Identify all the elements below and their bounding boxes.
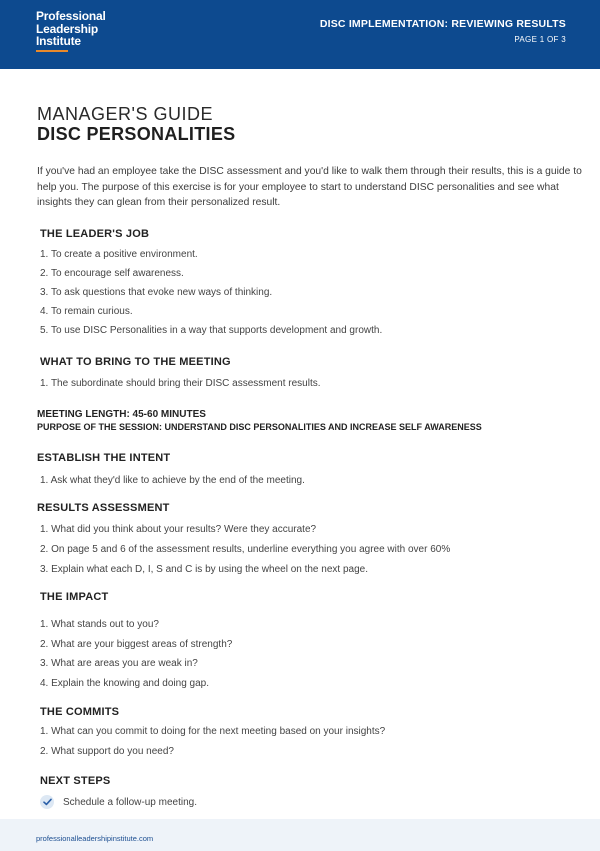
session-purpose: PURPOSE OF THE SESSION: UNDERSTAND DISC PERSONALITIES AND INCREASE SELF AWARENESS (37, 422, 482, 432)
page-header (0, 0, 600, 69)
list-item: 1. What stands out to you? (40, 619, 159, 630)
list-item: 1. What did you think about your results? Were they accurate? (40, 524, 317, 535)
intro-paragraph: If you've had an employee take the DISC assessment and you'd like to walk them through their results, this is a guide to help you. The purpose of this exercise is for your employee to start to understand DISC personalities and see what insights they can glean from their personalized result. (37, 166, 582, 208)
section-heading-leaders-job: THE LEADER'S JOB (40, 228, 150, 240)
list-item: 1. Ask what they'd like to achieve by the end of the meeting. (40, 475, 305, 486)
page-footer (0, 819, 600, 851)
list-item: 3. Explain what each D, I, S and C is by using the wheel on the next page. (40, 564, 368, 575)
section-heading-next-steps: NEXT STEPS (40, 775, 111, 787)
meeting-length: MEETING LENGTH: 45-60 MINUTES (37, 409, 206, 420)
list-item: 2. What support do you need? (40, 746, 174, 757)
list-item: 5. To use DISC Personalities in a way that supports development and growth. (40, 325, 383, 336)
list-item: 3. To ask questions that evoke new ways of thinking. (40, 287, 273, 298)
checklist-item (40, 795, 197, 809)
checklist-item-label: Schedule a follow-up meeting. (63, 796, 197, 808)
section-heading-the-commits: THE COMMITS (40, 706, 120, 718)
brand-logo (36, 10, 106, 52)
check-icon (40, 795, 54, 809)
logo-line: Institute (36, 34, 81, 48)
logo-line: Professional (36, 9, 106, 23)
logo-accent-line (36, 50, 68, 52)
list-item: 1. What can you commit to doing for the next meeting based on your insights? (40, 726, 386, 737)
header-meta (320, 18, 566, 44)
page-subtitle: DISC PERSONALITIES (37, 124, 236, 144)
list-item: 4. To remain curious. (40, 306, 133, 317)
footer-website-link[interactable]: professionalleadershipinstitute.com (36, 834, 154, 843)
page-title: MANAGER'S GUIDE (37, 104, 213, 124)
page-number: PAGE 1 OF 3 (514, 35, 566, 44)
list-item: 2. What are your biggest areas of strength? (40, 639, 233, 650)
list-item: 1. To create a positive environment. (40, 249, 198, 260)
list-item: 3. What are areas you are weak in? (40, 658, 198, 669)
list-item: 1. The subordinate should bring their DISC assessment results. (40, 378, 321, 389)
list-item: 4. Explain the knowing and doing gap. (40, 678, 210, 689)
section-heading-results-assessment: RESULTS ASSESSMENT (37, 502, 170, 514)
section-heading-the-impact: THE IMPACT (40, 591, 109, 603)
section-heading-what-to-bring: WHAT TO BRING TO THE MEETING (40, 356, 231, 368)
list-item: 2. To encourage self awareness. (40, 268, 184, 279)
logo-line: Leadership (36, 21, 99, 36)
list-item: 2. On page 5 and 6 of the assessment results, underline everything you agree with over 60% (40, 544, 451, 555)
section-heading-establish-intent: ESTABLISH THE INTENT (37, 452, 171, 464)
document-series-title: DISC IMPLEMENTATION: REVIEWING RESULTS (319, 18, 566, 30)
